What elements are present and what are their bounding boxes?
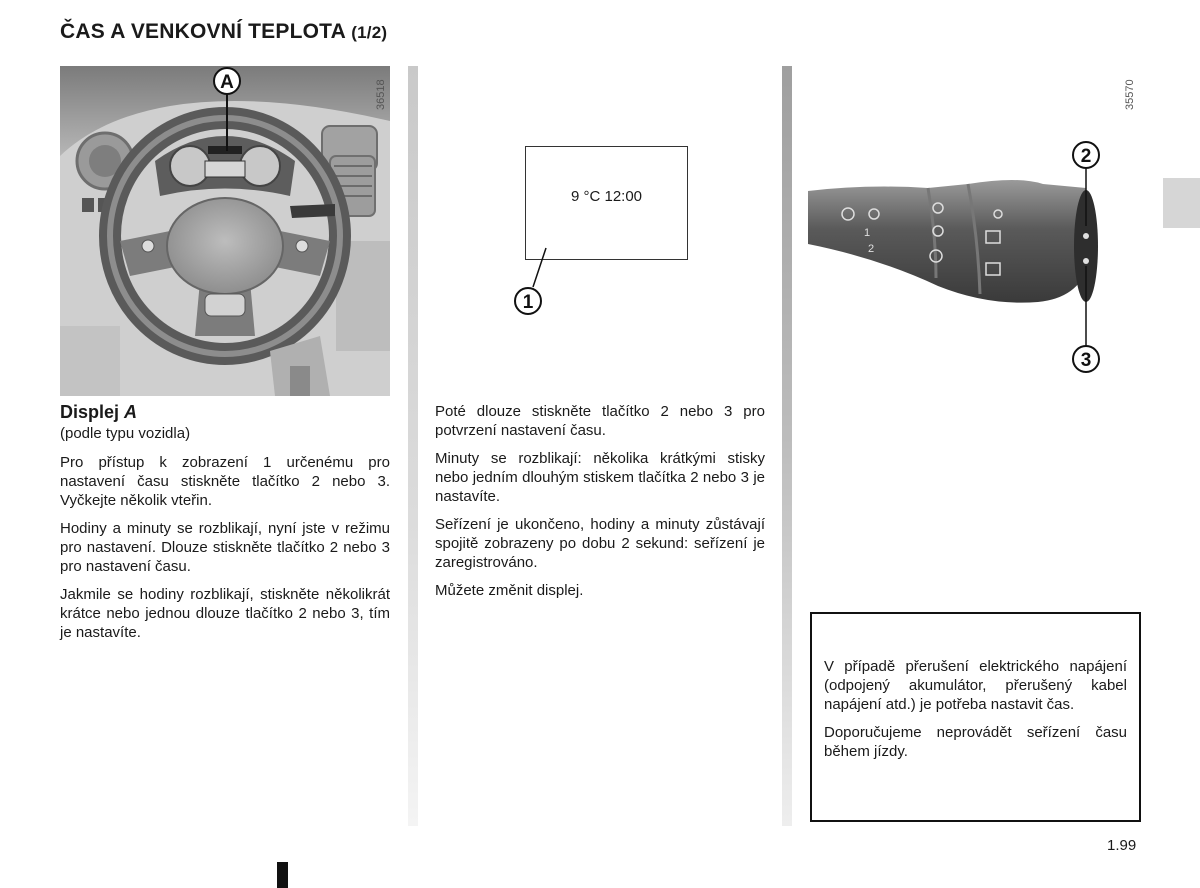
paragraph: Seřízení je ukončeno, hodiny a minuty zůstávají spojitě zobrazeny po dobu 2 sekund: seřízení je zaregistrováno. xyxy=(435,516,765,571)
note-text xyxy=(824,657,1127,770)
column-divider xyxy=(782,66,792,826)
paragraph: V případě přerušení elektrického napájení (odpojený akumulátor, přerušený kabel napájení atd.) je potřeba nastavit čas. xyxy=(824,658,1127,713)
svg-text:1: 1 xyxy=(864,227,871,239)
title-part: (1/2) xyxy=(351,23,388,42)
callout-a-label: A xyxy=(220,72,234,93)
heading-letter: A xyxy=(124,402,138,422)
section-note: (podle typu vozidla) xyxy=(60,425,191,442)
paragraph: Minuty se rozblikají: několika krátkými stisky nebo jedním dlouhým stiskem tlačítka 2 nebo 3 je nastavíte. xyxy=(435,450,765,505)
figure-id: 35570 xyxy=(1124,79,1136,110)
paragraph: Můžete změnit displej. xyxy=(435,582,584,599)
section-heading xyxy=(60,402,137,423)
dashboard-drawing xyxy=(60,66,390,396)
column-1-text xyxy=(60,453,390,651)
column-2-text xyxy=(435,402,765,609)
column-divider xyxy=(408,66,418,826)
crop-mark xyxy=(277,862,288,888)
chapter-tab-marker xyxy=(1163,178,1200,228)
stalk-drawing xyxy=(808,66,1138,386)
dashboard-illustration xyxy=(60,66,390,396)
title-text: ČAS A VENKOVNÍ TEPLOTA xyxy=(60,20,346,43)
svg-text:2: 2 xyxy=(868,243,875,255)
page-number: 1.99 xyxy=(1107,837,1137,854)
callout-3-label: 3 xyxy=(1080,350,1092,371)
page-title xyxy=(60,20,387,44)
callout-1-label: 1 xyxy=(522,292,534,313)
display-callout xyxy=(500,240,560,320)
figure-id: 36518 xyxy=(375,79,387,110)
paragraph: Doporučujeme neprovádět seřízení času během jízdy. xyxy=(824,724,1127,760)
heading-text: Displej xyxy=(60,402,120,422)
paragraph: Pro přístup k zobrazení 1 určenému pro nastavení času stiskněte tlačítko 2 nebo 3. Vyčkejte několik vteřin. xyxy=(60,454,390,509)
stalk-illustration xyxy=(808,66,1138,386)
callout-2-label: 2 xyxy=(1080,146,1092,167)
paragraph: Poté dlouze stiskněte tlačítko 2 nebo 3 pro potvrzení nastavení času. xyxy=(435,403,765,439)
paragraph: Hodiny a minuty se rozblikají, nyní jste v režimu pro nastavení. Dlouze stiskněte tlačítko 2 nebo 3 pro nastavení času. xyxy=(60,520,390,575)
paragraph: Jakmile se hodiny rozblikají, stiskněte několikrát krátce nebo jednou dlouze tlačítko 2 nebo 3, tím je nastavíte. xyxy=(60,586,390,641)
display-readout: 9 °C 12:00 xyxy=(570,188,643,205)
